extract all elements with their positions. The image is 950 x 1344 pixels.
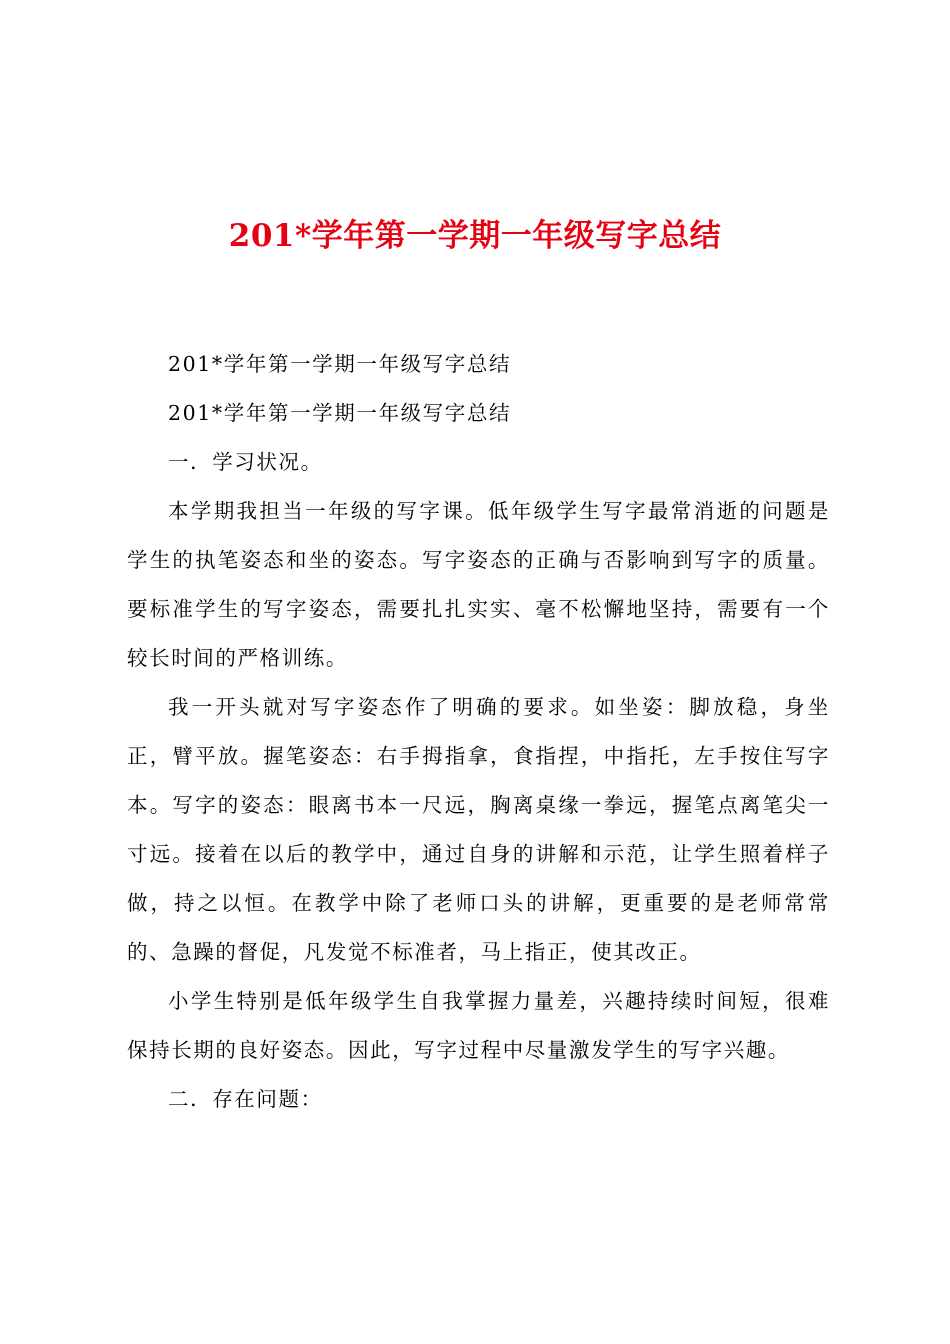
- paragraph-subtitle-2: 201*学年第一学期一年级写字总结: [168, 401, 512, 425]
- paragraph-body-2: 我一开头就对写字姿态作了明确的要求。如坐姿：脚放稳，身坐正，臂平放。握笔姿态：右手拇指拿，食指捏，中指托，左手按住写字本。写字的姿态：眼离书本一尺远，胸离桌缘一拳远，握笔点离笔尖一寸远。接着在以后的教学中，通过自身的讲解和示范，让学生照着样子做，持之以恒。在教学中除了老师口头的讲解，更重要的是老师常常的、急躁的督促，凡发觉不标准者，马上指正，使其改正。: [127, 695, 830, 964]
- paragraph-body-1: 本学期我担当一年级的写字课。低年级学生写字最常消逝的问题是学生的执笔姿态和坐的姿态。写字姿态的正确与否影响到写字的质量。要标准学生的写字姿态，需要扎扎实实、毫不松懈地坚持，需要有一个较长时间的严格训练。: [127, 499, 830, 670]
- document-title: 201*学年第一学期一年级写字总结: [228, 218, 722, 254]
- section-heading-1: 一．学习状况。: [168, 450, 323, 474]
- section-heading-2: 二．存在问题：: [168, 1087, 323, 1111]
- paragraph-subtitle-1: 201*学年第一学期一年级写字总结: [168, 352, 512, 376]
- document-body: [127, 340, 830, 1124]
- paragraph-body-3: 小学生特别是低年级学生自我掌握力量差，兴趣持续时间短，很难保持长期的良好姿态。因此，写字过程中尽量激发学生的写字兴趣。: [127, 989, 830, 1062]
